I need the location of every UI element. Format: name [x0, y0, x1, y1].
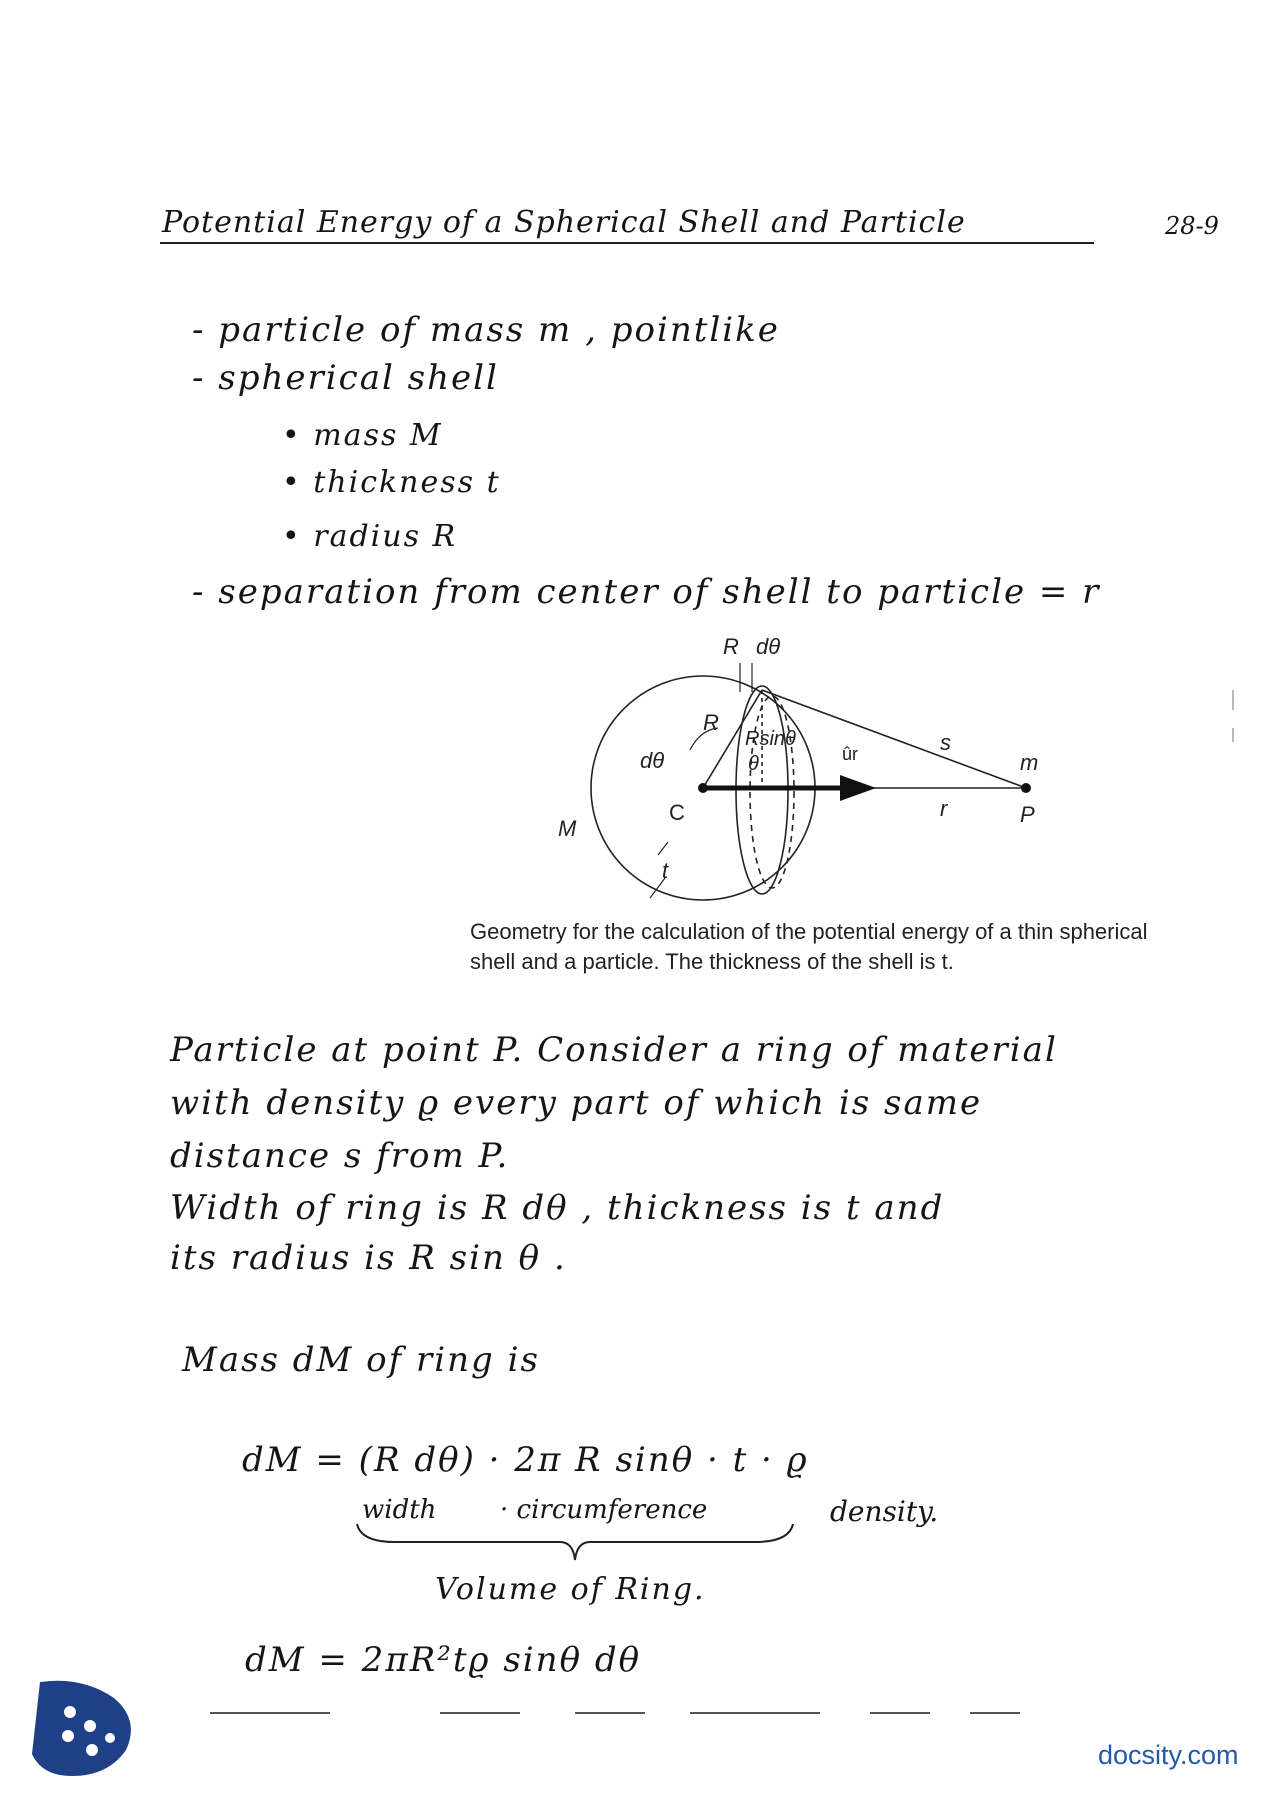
body-line-1: Particle at point P. Consider a ring of material [170, 1030, 1058, 1070]
label-theta: θ [748, 753, 759, 775]
setup-shell: - spherical shell [192, 358, 499, 398]
label-width: width [362, 1495, 437, 1525]
equation-2: dM = 2πR²tϱ sinθ dθ [245, 1640, 642, 1680]
docsity-logo-icon [22, 1672, 142, 1782]
label-t: t [662, 858, 669, 883]
volume-label: Volume of Ring. [435, 1572, 706, 1607]
footer-rule [440, 1712, 520, 1714]
figure-caption: Geometry for the calculation of the potential energy of a thin spherical shell and a particle. The thickness of the shell is t. [470, 919, 1148, 974]
body-line-5: its radius is R sin θ . [170, 1238, 567, 1278]
center-dot [698, 783, 708, 793]
underbrace [355, 1520, 795, 1570]
label-circumference: · circumference [500, 1495, 708, 1525]
shell-prop-radius: • radius R [282, 519, 458, 554]
shell-prop-thickness: • thickness t [282, 465, 501, 500]
label-M: M [558, 816, 577, 841]
equation-1: dM = (R dθ) · 2π R sinθ · t · ϱ [242, 1440, 809, 1480]
particle-dot [1021, 783, 1031, 793]
brand-link[interactable]: docsity.com [1098, 1740, 1239, 1770]
footer-rule [970, 1712, 1020, 1714]
setup-particle: - particle of mass m , pointlike [192, 310, 780, 350]
mass-intro: Mass dM of ring is [182, 1340, 540, 1380]
footer-rule [690, 1712, 820, 1714]
label-m: m [1020, 750, 1039, 775]
label-s: s [940, 730, 951, 755]
shell-diagram [540, 630, 1060, 910]
label-dtheta-left: dθ [640, 748, 665, 773]
footer-rule [870, 1712, 930, 1714]
label-R-top: R [723, 634, 739, 659]
shell-prop-mass: • mass M [282, 418, 443, 453]
edge-mark [1232, 728, 1234, 742]
s-line [762, 690, 1026, 788]
body-line-3: distance s from P. [170, 1136, 510, 1176]
setup-separation: - separation from center of shell to particle = r [192, 572, 1101, 612]
label-dtheta-top: dθ [756, 634, 781, 659]
page-number: 28-9 [1165, 212, 1219, 240]
title-underline [160, 242, 1094, 244]
label-R-side: R [703, 710, 719, 735]
footer-rule [210, 1712, 330, 1714]
label-density: density. [830, 1495, 939, 1528]
label-r: r [940, 796, 948, 821]
label-Rsin: Rsinθ [745, 728, 796, 750]
unit-vector-arrowhead [840, 775, 876, 801]
label-ur: ûr [842, 744, 859, 764]
edge-mark [1232, 690, 1234, 710]
body-line-4: Width of ring is R dθ , thickness is t and [170, 1188, 945, 1228]
body-line-2: with density ϱ every part of which is same [170, 1083, 983, 1123]
label-P: P [1020, 802, 1035, 827]
page-title: Potential Energy of a Spherical Shell and Particle [162, 205, 966, 240]
label-C: C [669, 800, 685, 825]
footer-rule [575, 1712, 645, 1714]
